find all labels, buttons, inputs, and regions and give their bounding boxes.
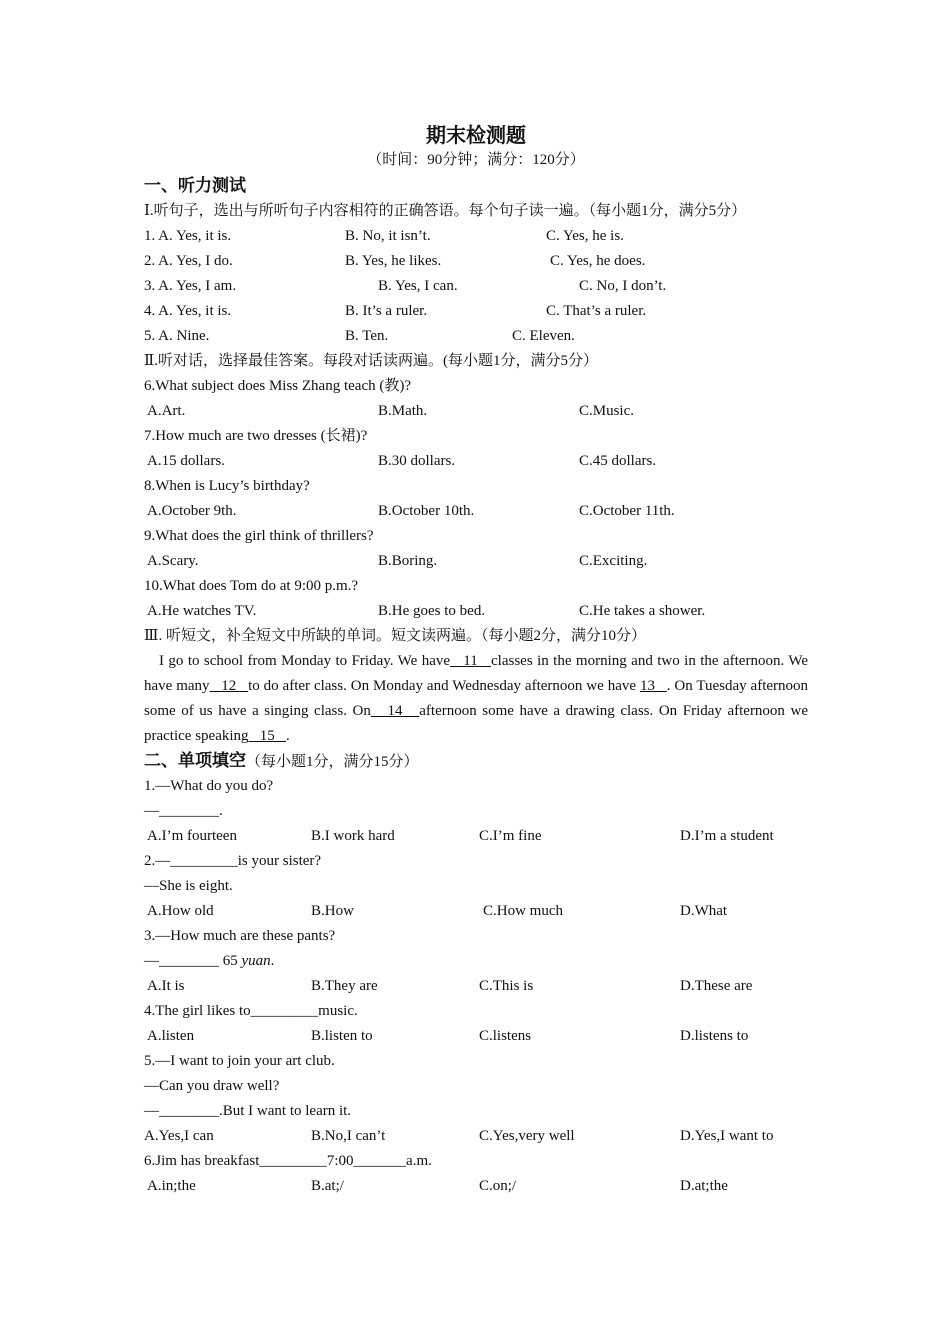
options-row (144, 549, 808, 574)
option-a: A.How old (147, 903, 214, 919)
option-b: B.Math. (378, 403, 428, 419)
question-text: 10.What does Tom do at 9:00 p.m.? (144, 578, 359, 594)
question-text: —________. (144, 803, 223, 819)
question-text: —________.But I want to learn it. (144, 1103, 352, 1119)
part2-instructions: Ⅱ.听对话，选择最佳答案。每段对话读两遍。(每小题1分，满分5分） (144, 353, 598, 369)
options-row (144, 974, 808, 999)
option-a: 2. A. Yes, I do. (144, 253, 233, 269)
blank-12: 12 (209, 678, 249, 694)
blank-13: 13 (639, 678, 667, 694)
options-row (144, 1124, 808, 1149)
question-text: 8.When is Lucy’s birthday? (144, 478, 310, 494)
option-b: B.listen to (311, 1028, 373, 1044)
option-b: B.No,I can’t (311, 1128, 386, 1144)
option-a: 5. A. Nine. (144, 328, 210, 344)
option-a: 1. A. Yes, it is. (144, 228, 232, 244)
option-a: A.I’m fourteen (147, 828, 237, 844)
option-d: D.listens to (680, 1028, 749, 1044)
option-d: D.at;the (680, 1178, 728, 1194)
option-c: C. Yes, he is. (546, 228, 624, 244)
option-a: A.in;the (147, 1178, 196, 1194)
options-row (144, 449, 808, 474)
section2-note: （每小题1分，满分15分） (246, 754, 419, 770)
option-d: D.Yes,I want to (680, 1128, 774, 1144)
question-text: 4.The girl likes to_________music. (144, 1003, 358, 1019)
option-b: B.Boring. (378, 553, 438, 569)
options-row (144, 499, 808, 524)
part3-instructions: Ⅲ. 听短文，补全短文中所缺的单词。短文读两遍。（每小题2分，满分10分） (144, 628, 646, 644)
options-row (144, 824, 808, 849)
blank-11: 11 (450, 653, 491, 669)
option-c: C.listens (479, 1028, 532, 1044)
document-page (144, 120, 808, 1199)
page-title: 期末检测题 (426, 123, 526, 147)
option-c: C.45 dollars. (579, 453, 657, 469)
question-row (144, 324, 808, 349)
question-text: 9.What does the girl think of thrillers? (144, 528, 374, 544)
option-c: C.He takes a shower. (579, 603, 706, 619)
question-row (144, 249, 808, 274)
section2-heading: 二、单项填空 (144, 751, 246, 771)
option-a: A.He watches TV. (147, 603, 257, 619)
question-row (144, 299, 808, 324)
option-b: B. Yes, I can. (378, 278, 458, 294)
question-text: 6.Jim has breakfast_________7:00_______a.m. (144, 1153, 432, 1169)
question-row (144, 274, 808, 299)
option-a: A.15 dollars. (147, 453, 225, 469)
option-a: A.It is (147, 978, 185, 994)
option-c: C. Yes, he does. (550, 253, 646, 269)
option-c: C. That’s a ruler. (546, 303, 647, 319)
cloze-passage: I go to school from Monday to Friday. We have 11 classes in the morning and two in the afternoon. We have many 12 to do after class. On Monday and Wednesday afternoon we have 13 . On Tuesday afternoon some of us have a singing class. On 14 afternoon some have a drawing class. On Friday afternoon we practice speaking 15 . (144, 653, 809, 744)
option-b: B.30 dollars. (378, 453, 456, 469)
option-a: 4. A. Yes, it is. (144, 303, 232, 319)
option-c: C.Yes,very well (479, 1128, 575, 1144)
option-c: C.How much (483, 903, 563, 919)
options-row (144, 1174, 808, 1199)
option-b: B.I work hard (311, 828, 395, 844)
question-text: 2.—_________is your sister? (144, 853, 322, 869)
option-d: D.I’m a student (680, 828, 774, 844)
section1-heading: 一、听力测试 (144, 176, 246, 196)
option-b: B.How (311, 903, 354, 919)
section2-header (144, 749, 808, 774)
part1-instructions: Ⅰ.听句子，选出与所听句子内容相符的正确答语。每个句子读一遍。（每小题1分，满分5分） (144, 203, 747, 219)
option-c: C.October 11th. (579, 503, 675, 519)
option-a: A.Scary. (147, 553, 199, 569)
option-c: C. Eleven. (512, 328, 575, 344)
option-b: B. No, it isn’t. (345, 228, 431, 244)
option-b: B. Ten. (345, 328, 389, 344)
question-text: 3.—How much are these pants? (144, 928, 336, 944)
option-a: 3. A. Yes, I am. (144, 278, 237, 294)
option-d: D.What (680, 903, 728, 919)
option-c: C.Music. (579, 403, 635, 419)
options-row (144, 899, 808, 924)
question-text: 1.—What do you do? (144, 778, 274, 794)
option-b: B.They are (311, 978, 378, 994)
option-b: B.October 10th. (378, 503, 475, 519)
option-c: C.Exciting. (579, 553, 648, 569)
blank-14: 14 (370, 703, 420, 719)
blank-15: 15 (248, 728, 287, 744)
question-text: 7.How much are two dresses (长裙)? (144, 428, 368, 444)
question-text: —Can you draw well? (144, 1078, 280, 1094)
option-b: B.He goes to bed. (378, 603, 486, 619)
option-b: B.at;/ (311, 1178, 344, 1194)
option-c: C. No, I don’t. (579, 278, 667, 294)
question-text: —She is eight. (144, 878, 233, 894)
option-c: C.This is (479, 978, 534, 994)
question-row (144, 224, 808, 249)
option-c: C.on;/ (479, 1178, 517, 1194)
options-row (144, 599, 808, 624)
option-d: D.These are (680, 978, 753, 994)
question-text: 5.—I want to join your art club. (144, 1053, 335, 1069)
option-b: B. It’s a ruler. (345, 303, 428, 319)
option-a: A.Art. (147, 403, 186, 419)
exam-info: （时间：90分钟；满分：120分） (367, 152, 585, 168)
question-text: 6.What subject does Miss Zhang teach (教)? (144, 378, 412, 394)
question-text: —________ 65 yuan. (144, 953, 275, 969)
options-row (144, 1024, 808, 1049)
option-a: A.listen (147, 1028, 195, 1044)
options-row (144, 399, 808, 424)
option-c: C.I’m fine (479, 828, 542, 844)
option-a: A.Yes,I can (144, 1128, 214, 1144)
option-a: A.October 9th. (147, 503, 237, 519)
option-b: B. Yes, he likes. (345, 253, 442, 269)
